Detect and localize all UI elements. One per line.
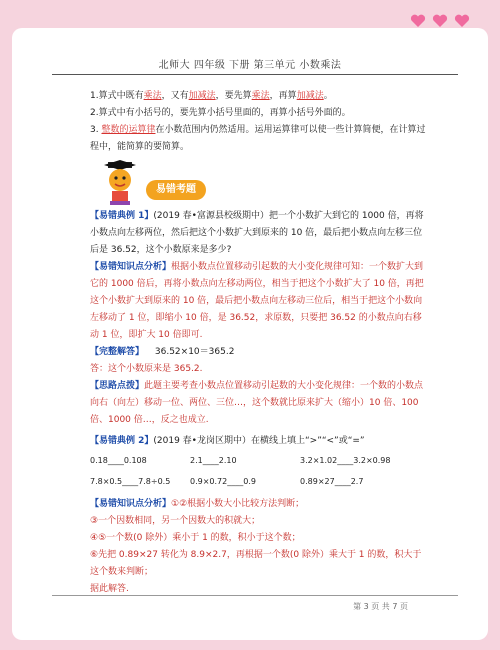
solution-answer: 答：这个小数原来是 365.2.: [90, 364, 203, 374]
mascot-section: [90, 160, 430, 206]
comparison-item: 0.18____0.108: [90, 456, 147, 465]
rule-text: 。: [323, 91, 333, 101]
analysis-tag: 【易错知识点分析】: [90, 499, 172, 509]
analysis-line: ④⑤一个数(0 除外）乘小于 1 的数，积小于这个数；: [90, 533, 301, 543]
analysis-text: 根据小数点位置移动引起数的大小变化规律可知：一个数扩大到它的 1000 倍后，再将小数点向左移动两位，相当于把这个小数扩大了 10 倍，再把这个小数扩大到原来的 10 倍，最后把小数点向左移动三位后，相当于把这个小数向左移动了 1 位，即缩小 10 倍，是 36.52，求原数，只要把 36.52 的小数点向右移动 1 位，即扩大 10 倍即可.: [90, 262, 424, 340]
page-number: 第 3 页 共 7 页: [353, 602, 408, 611]
rule-text: ，要先算: [215, 91, 252, 101]
mascot-icon: [100, 160, 144, 206]
rule-keyword: 整数的运算律: [101, 125, 156, 135]
footer-divider: [52, 595, 458, 596]
rule-text: ，又有: [161, 91, 189, 101]
comparison-grid: [90, 452, 430, 490]
rule-keyword: 加减法: [296, 91, 324, 101]
example-2-tag: 【易错典例 2】: [90, 436, 154, 446]
rule-1: [90, 88, 430, 105]
analysis-line: 据此解答.: [90, 584, 129, 594]
section-badge: 易错考题: [146, 180, 206, 200]
analysis-tag: 【易错知识点分析】: [90, 262, 172, 272]
comparison-item: 7.8×0.5____7.8÷0.5: [90, 477, 171, 486]
rule-text: ，再算: [269, 91, 297, 101]
example-1-solution: [90, 344, 430, 361]
example-1-tips: [90, 378, 430, 429]
rule-text: 1.算式中既有: [90, 91, 144, 101]
rule-keyword: 乘法: [251, 91, 270, 101]
example-2: [90, 433, 430, 450]
rule-text: 在小数范围内仍然适用。运用运算律可以使一些计算简便，在计算过程中，能简算的要简算。: [90, 125, 426, 152]
heart-icon: [454, 14, 470, 28]
analysis-line: ⑥先把 0.89×27 转化为 8.9×2.7，再根据一个数(0 除外）乘大于 1 的数，积大于这个数来判断；: [90, 550, 422, 577]
example-2-analysis: [90, 496, 430, 513]
example-2-text: (2019 春•龙岗区期中）在横线上填上“>”“<”或“=”: [153, 436, 365, 446]
rule-2: 2.算式中有小括号的，要先算小括号里面的，再算小括号外面的。: [90, 108, 351, 118]
example-1-text: (2019 春•富源县校级期中）把一个小数扩大到它的 1000 倍，再将小数点向左移两位，然后把这个小数扩大到原来的 10 倍，最后把小数点向左移三位后是 36.52，这个小数原来是多少?: [90, 211, 424, 255]
comparison-item: 2.1____2.10: [190, 456, 237, 465]
comparison-item: 3.2×1.02____3.2×0.98: [300, 456, 391, 465]
example-1-analysis: [90, 259, 430, 344]
comparison-item: 0.89×27____2.7: [300, 477, 364, 486]
solution-formula: 36.52×10＝365.2: [154, 347, 235, 357]
heart-icon: [432, 14, 448, 28]
rule-keyword: 加减法: [188, 91, 216, 101]
heart-decorations: [410, 14, 470, 28]
header-divider: [52, 74, 458, 75]
analysis-line: ①②根据小数大小比较方法判断；: [171, 499, 305, 509]
example-1: [90, 208, 430, 259]
rule-3: [90, 122, 430, 156]
example-1-tag: 【易错典例 1】: [90, 211, 154, 221]
comparison-item: 0.9×0.72____0.9: [190, 477, 256, 486]
rule-text: 3.: [90, 125, 99, 135]
rule-keyword: 乘法: [143, 91, 162, 101]
analysis-line: ③一个因数相同，另一个因数大的积就大；: [90, 516, 261, 526]
page-header: 北师大 四年级 下册 第三单元 小数乘法: [158, 60, 342, 71]
document-page: [12, 28, 488, 640]
heart-icon: [410, 14, 426, 28]
solution-tag: 【完整解答】: [90, 347, 145, 357]
page-content: [90, 88, 430, 598]
tips-text: 此题主要考查小数点位置移动引起数的大小变化规律：一个数的小数点向右（向左）移动一位、两位、三位…，这个数就比原来扩大（缩小）10 倍、100 倍、1000 倍…，反之也成立.: [90, 381, 424, 425]
tips-tag: 【思路点拨】: [90, 381, 145, 391]
